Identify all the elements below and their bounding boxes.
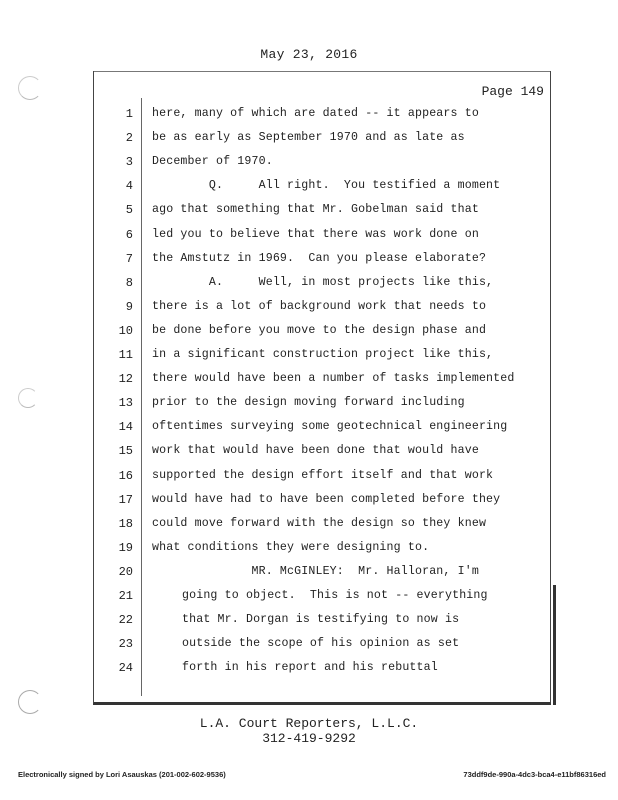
line-number: 10 (118, 323, 133, 338)
line-text: ago that something that Mr. Gobelman said that (152, 203, 479, 217)
transcript-line (93, 295, 551, 319)
line-number: 2 (125, 131, 133, 146)
line-number: 24 (118, 661, 133, 676)
line-text: be done before you move to the design phase and (152, 323, 487, 337)
line-number: 22 (118, 613, 133, 628)
line-text: work that would have been done that would have (152, 444, 479, 458)
line-number: 17 (118, 492, 133, 507)
line-text: forth in his report and his rebuttal (182, 661, 438, 675)
line-number: 15 (118, 444, 133, 459)
line-text: what conditions they were designing to. (152, 540, 430, 554)
line-text: here, many of which are dated -- it appears to (152, 107, 479, 120)
line-text: going to object. This is not -- everything (182, 589, 488, 602)
transcript-line (93, 150, 551, 174)
line-number: 7 (125, 251, 133, 266)
transcript-line (93, 319, 551, 343)
transcript-line (93, 343, 551, 367)
electronic-signature: Electronically signed by Lori Asauskas (201-002-602-9536) (18, 770, 226, 779)
punch-hole-mark (18, 690, 42, 714)
right-edge-bar (553, 585, 556, 705)
transcript-line (93, 223, 551, 247)
punch-hole-mark (18, 76, 42, 100)
line-number: 6 (125, 227, 133, 242)
line-number: 19 (118, 540, 133, 555)
transcript-line (93, 560, 551, 584)
transcript-line (93, 391, 551, 415)
line-text: December of 1970. (152, 155, 273, 169)
line-number: 1 (125, 107, 133, 121)
line-number: 13 (118, 396, 133, 411)
transcript-line (93, 536, 551, 560)
line-text: there would have been a number of tasks implemented (152, 372, 515, 386)
document-id: 73ddf9de-990a-4dc3-bca4-e11bf86316ed (463, 770, 606, 779)
line-text: supported the design effort itself and that work (152, 468, 494, 482)
transcript-line (93, 247, 551, 271)
transcript-line (93, 608, 551, 632)
line-text: be as early as September 1970 and as late as (152, 131, 465, 145)
transcript-line (93, 632, 551, 656)
transcript-line (93, 367, 551, 391)
line-number: 23 (118, 637, 133, 652)
line-text: the Amstutz in 1969. Can you please elaborate? (152, 251, 487, 265)
transcript-line (93, 102, 551, 126)
line-number: 9 (125, 299, 133, 314)
line-text: that Mr. Dorgan is testifying to now is (182, 613, 460, 627)
line-number: 14 (118, 420, 133, 435)
transcript-date: May 23, 2016 (260, 47, 358, 62)
reporter-company: L.A. Court Reporters, L.L.C. (199, 716, 419, 731)
page-number: Page 149 (481, 84, 544, 99)
line-number: 20 (118, 564, 133, 579)
line-text: A. Well, in most projects like this, (152, 275, 494, 289)
transcript-line (93, 512, 551, 536)
transcript-line (93, 198, 551, 222)
transcript-line (93, 656, 551, 680)
line-text: in a significant construction project like this, (152, 348, 494, 361)
transcript-line (93, 439, 551, 463)
line-number: 3 (125, 155, 133, 170)
transcript-line (93, 584, 551, 608)
reporter-phone: 312-419-9292 (262, 731, 356, 746)
line-number: 12 (118, 372, 133, 387)
line-number: 21 (118, 589, 133, 603)
line-text: would have had to have been completed before they (152, 492, 501, 506)
line-text: Q. All right. You testified a moment (152, 179, 501, 193)
transcript-line (93, 271, 551, 295)
line-text: MR. McGINLEY: Mr. Halloran, I'm (152, 564, 479, 578)
transcript-line (93, 126, 551, 150)
line-text: outside the scope of his opinion as set (182, 637, 460, 651)
line-number: 4 (125, 179, 133, 194)
line-number: 8 (125, 275, 133, 290)
transcript-line (93, 488, 551, 512)
line-text: prior to the design moving forward including (152, 396, 465, 410)
transcript-line (93, 174, 551, 198)
line-text: there is a lot of background work that needs to (152, 299, 487, 313)
transcript-line (93, 415, 551, 439)
line-text: oftentimes surveying some geotechnical engineering (152, 420, 508, 434)
line-number: 18 (118, 516, 133, 531)
transcript-line (93, 464, 551, 488)
line-number: 5 (125, 203, 133, 218)
line-number: 16 (118, 468, 133, 483)
punch-hole-mark (18, 388, 38, 408)
line-text: could move forward with the design so they knew (152, 516, 487, 530)
line-text: led you to believe that there was work done on (152, 227, 479, 241)
line-number: 11 (118, 348, 133, 362)
